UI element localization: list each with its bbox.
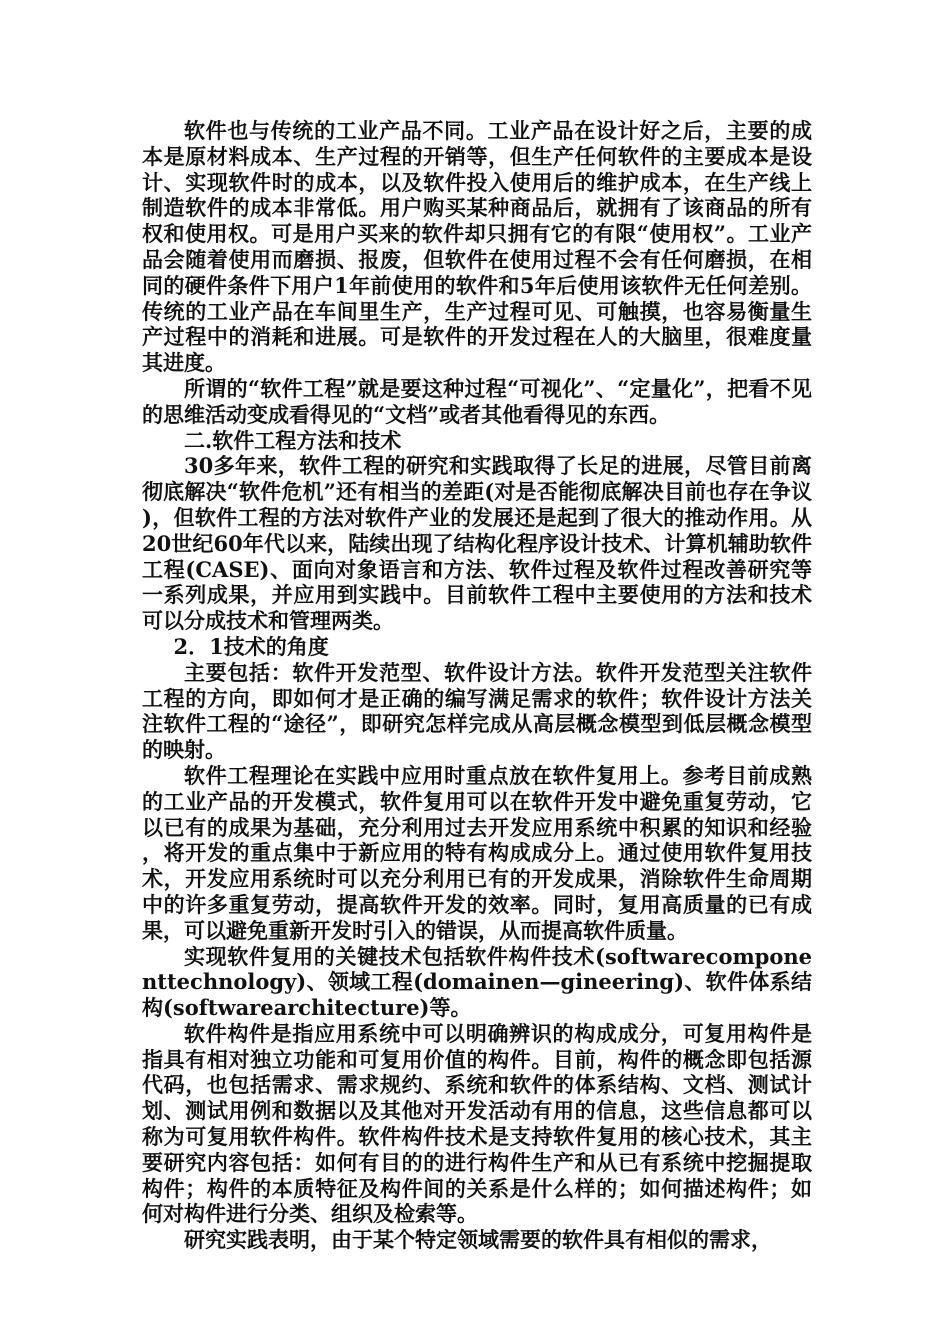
document-body (142, 118, 812, 1253)
paragraph-research-practice: 研究实践表明，由于某个特定领域需要的软件具有相似的需求， (184, 1227, 772, 1253)
paragraph-industrial-products: 软件也与传统的工业产品不同。工业产品在设计好之后，主要的成本是原材料成本、生产过程的开销等，但生产任何软件的主要成本是设计、实现软件时的成本，以及软件投入使用后的维护成本，在生产线上制造软件的成本非常低。用户购买某种商品后，就拥有了该商品的所有权和使用权。可是用户买来的软件却只拥有它的有限“使用权”。工业产品会随着使用而磨损、报废，但软件在使用过程不会有任何磨损，在相同的硬件条件下用户1年前使用的软件和5年后使用该软件无任何差别。传统的工业产品在车间里生产，生产过程可见、可触摸，也容易衡量生产过程中的消耗和进展。可是软件的开发过程在人的大脑里，很难度量其进度。 (142, 118, 812, 376)
paragraph-software-components: 软件构件是指应用系统中可以明确辨识的构成成分，可复用构件是指具有相对独立功能和可复用价值的构件。目前，构件的概念即包括源代码，也包括需求、需求规约、系统和软件的体系结构、文档、测试计划、测试用例和数据以及其他对开发活动有用的信息，这些信息都可以称为可复用软件构件。软件构件技术是支持软件复用的核心技术，其主要研究内容包括：如何有目的的进行构件生产和从已有系统中挖掘提取构件；构件的本质特征及构件间的关系是什么样的；如何描述构件；如何对构件进行分类、组织及检索等。 (142, 1020, 812, 1227)
paragraph-reuse-key-technologies: 实现软件复用的关键技术包括软件构件技术(softwarecomponenttechnology)、领域工程(domainen—gineering)、软件体系结构(softwarearchitecture)等。 (142, 943, 812, 1021)
paragraph-software-engineering-definition: 所谓的“软件工程”就是要这种过程“可视化”、“定量化”，把看不见的思维活动变成看得见的“文档”或者其他看得见的东西。 (142, 375, 812, 427)
subsection-heading-technical-perspective: 2．1技术的角度 (173, 633, 329, 659)
paragraph-software-reuse: 软件工程理论在实践中应用时重点放在软件复用上。参考目前成熟的工业产品的开发模式，软件复用可以在软件开发中避免重复劳动，它以已有的成果为基础，充分利用过去开发应用系统中积累的知识和经验，将开发的重点集中于新应用的特有构成成分上。通过使用软件复用技术，开发应用系统时可以充分利用已有的开发成果，消除软件生命周期中的许多重复劳动，提高软件开发的效率。同时，复用高质量的已有成果，可以避免重新开发时引入的错误，从而提高软件质量。 (142, 762, 812, 943)
paragraph-thirty-years-progress: 30多年来，软件工程的研究和实践取得了长足的进展，尽管目前离彻底解决“软件危机”还有相当的差距(对是否能彻底解决目前也存在争议)，但软件工程的方法对软件产业的发展还是起到了很大的推动作用。从20世纪60年代以来，陆续出现了结构化程序设计技术、计算机辅助软件工程(CASE)、面向对象语言和方法、软件过程及软件过程改善研究等一系列成果，并应用到实践中。目前软件工程中主要使用的方法和技术可以分成技术和管理两类。 (142, 453, 812, 634)
section-heading-methods-and-techniques: 二.软件工程方法和技术 (184, 427, 402, 453)
paragraph-development-paradigms: 主要包括：软件开发范型、软件设计方法。软件开发范型关注软件工程的方向，即如何才是正确的编写满足需求的软件；软件设计方法关注软件工程的“途径”，即研究怎样完成从高层概念模型到低层概念模型的映射。 (142, 659, 812, 763)
